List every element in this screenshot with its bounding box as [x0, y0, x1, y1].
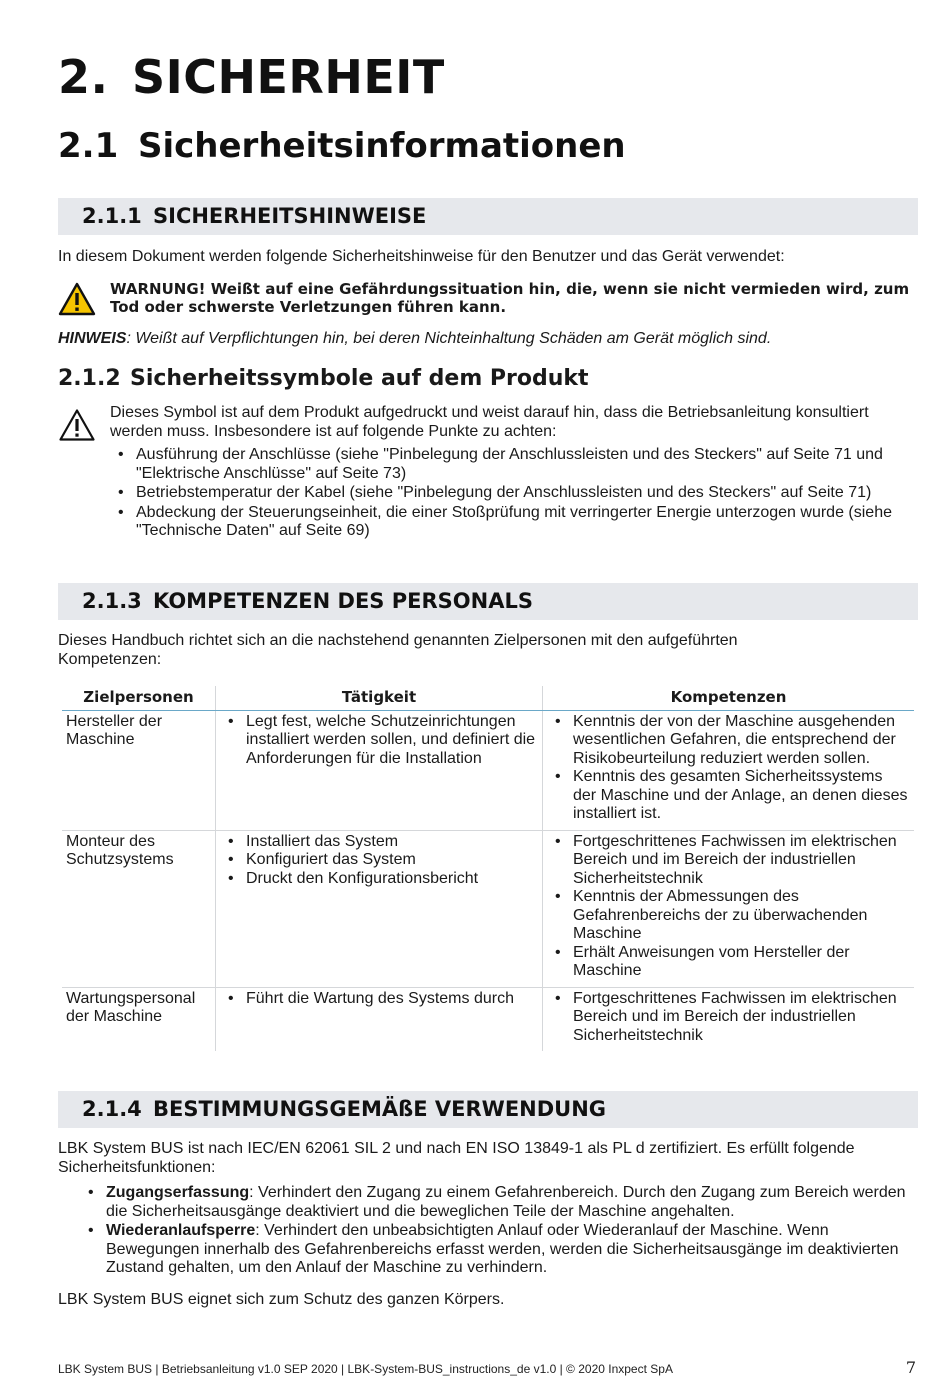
warning-line-1: WARNUNG! Weißt auf eine Gefährdungssituation hin, die, wenn sie nicht vermieden wird, zum	[110, 280, 910, 298]
function-term: Wiederanlaufsperre	[106, 1222, 256, 1239]
cell-competences	[543, 987, 915, 1051]
heading-title: SICHERHEITSHINWEISE	[153, 204, 427, 228]
list-item: • Fortgeschrittenes Fachwissen im elektrischen Bereich und im Bereich der industriellen Sicherheitstechnik	[547, 990, 910, 1046]
intended-use-closing: LBK System BUS eignet sich zum Schutz des ganzen Körpers.	[58, 1291, 505, 1308]
heading-number: 2.1.4	[82, 1097, 142, 1121]
notice-label: HINWEIS	[58, 330, 127, 347]
list-item	[80, 1222, 920, 1278]
section-number: 2.1	[58, 126, 119, 166]
table-header-row	[62, 686, 914, 710]
list-item: • Ausführung der Anschlüsse (siehe "Pinbelegung der Anschlussleisten und des Steckers" auf Seite 71 und "Elektrische Anschlüsse" auf Seite 73)	[110, 446, 920, 483]
cell-target: Wartungspersonal der Maschine	[62, 987, 216, 1051]
column-header-target: Zielpersonen	[62, 686, 216, 710]
competences-table	[62, 686, 914, 1051]
function-description: : Verhindert den unbeabsichtigten Anlauf oder Wiederanlauf der Maschine. Wenn Bewegungen innerhalb des Gefahrenbereichs erfasst werden, werden die Sicherheitsausgänge im deaktivierten Zustand gehalten, um den Anlauf der Maschine zu verhindern.	[106, 1222, 899, 1276]
cell-activities	[216, 830, 543, 987]
cell-activities	[216, 710, 543, 830]
notice-text	[58, 330, 771, 349]
table-row	[62, 987, 914, 1051]
caution-outline-icon	[58, 408, 96, 442]
table-row	[62, 710, 914, 830]
notice-body: : Weißt auf Verpflichtungen hin, bei deren Nichteinhaltung Schäden am Gerät möglich sind.	[126, 330, 772, 347]
warning-text	[110, 280, 910, 316]
cell-competences	[543, 710, 915, 830]
warning-triangle-icon	[58, 282, 96, 316]
heading-title: Sicherheitssymbole auf dem Produkt	[130, 366, 589, 391]
list-item: • Druckt den Konfigurationsbericht	[220, 870, 538, 889]
heading-title: KOMPETENZEN DES PERSONALS	[153, 589, 533, 613]
warning-line-2: Tod oder schwerste Verletzungen führen kann.	[110, 298, 507, 316]
page-number: 7	[905, 1358, 916, 1377]
symbol-points-list	[110, 446, 920, 542]
cell-activities	[216, 987, 543, 1051]
list-item: • Kenntnis des gesamten Sicherheitssystems der Maschine und der Anlage, an denen dieses installiert ist.	[547, 768, 910, 824]
page-footer: LBK System BUS | Betriebsanleitung v1.0 SEP 2020 | LBK-System-BUS_instructions_de v1.0 | © 2020 Inxpect SpA	[58, 1362, 673, 1376]
list-item: • Erhält Anweisungen vom Hersteller der Maschine	[547, 944, 910, 981]
safety-functions-list	[80, 1184, 920, 1279]
function-term: Zugangserfassung	[106, 1184, 250, 1201]
safety-notes-intro: In diesem Dokument werden folgende Sicherheitshinweise für den Benutzer und das Gerät verwendet:	[58, 248, 785, 265]
list-item: • Installiert das System	[220, 833, 538, 852]
chapter-heading	[58, 50, 445, 104]
list-item: • Abdeckung der Steuerungseinheit, die einer Stoßprüfung mit verringerter Energie unterzogen wurde (siehe "Technische Daten" auf Seite 69)	[110, 504, 920, 541]
list-item: • Kenntnis der von der Maschine ausgehenden wesentlichen Gefahren, die entsprechend der Risikobeurteilung reduziert werden sollen.	[547, 713, 910, 769]
heading-personnel-competences	[58, 583, 918, 620]
competences-intro: Dieses Handbuch richtet sich an die nachstehend genannten Zielpersonen mit den aufgeführten Kompetenzen:	[58, 632, 738, 668]
column-header-activity: Tätigkeit	[216, 686, 543, 710]
list-item: • Legt fest, welche Schutzeinrichtungen installiert werden sollen, und definiert die Anforderungen für die Installation	[220, 713, 538, 769]
symbol-description: Dieses Symbol ist auf dem Produkt aufgedruckt und weist darauf hin, dass die Betriebsanleitung konsultiert werden muss. Insbesondere ist auf folgende Punkte zu achten:	[110, 404, 869, 440]
cell-competences	[543, 830, 915, 987]
table-row	[62, 830, 914, 987]
heading-number: 2.1.3	[82, 589, 142, 613]
intended-use-intro: LBK System BUS ist nach IEC/EN 62061 SIL 2 und nach EN ISO 13849-1 als PL d zertifiziert. Es erfüllt folgende Sicherheitsfunktionen:	[58, 1140, 855, 1176]
list-item: • Kenntnis der Abmessungen des Gefahrenbereichs der zu überwachenden Maschine	[547, 888, 910, 944]
heading-number: 2.1.1	[82, 204, 142, 228]
column-header-competences: Kompetenzen	[543, 686, 915, 710]
cell-target: Hersteller der Maschine	[66, 712, 163, 748]
heading-safety-notes	[58, 198, 918, 235]
cell-target: Monteur des Schutzsystems	[62, 830, 216, 987]
function-description: : Verhindert den Zugang zu einem Gefahrenbereich. Durch den Zugang zum Bereich werden die Sicherheitsausgänge deaktiviert und die beweglichen Teile der Maschine angehalten.	[106, 1184, 906, 1220]
chapter-title: SICHERHEIT	[132, 50, 445, 104]
list-item: • Führt die Wartung des Systems durch	[220, 990, 538, 1009]
list-item: • Betriebstemperatur der Kabel (siehe "Pinbelegung der Anschlussleisten und des Steckers" auf Seite 71)	[110, 484, 920, 503]
section-heading	[58, 126, 626, 166]
heading-title: BESTIMMUNGSGEMÄßE VERWENDUNG	[153, 1097, 607, 1121]
heading-intended-use	[58, 1091, 918, 1128]
chapter-number: 2.	[58, 50, 109, 104]
heading-number: 2.1.2	[58, 366, 121, 391]
list-item	[80, 1184, 920, 1221]
list-item: • Konfiguriert das System	[220, 851, 538, 870]
section-title: Sicherheitsinformationen	[138, 126, 626, 166]
list-item: • Fortgeschrittenes Fachwissen im elektrischen Bereich und im Bereich der industriellen Sicherheitstechnik	[547, 833, 910, 889]
heading-product-symbols	[58, 366, 589, 391]
